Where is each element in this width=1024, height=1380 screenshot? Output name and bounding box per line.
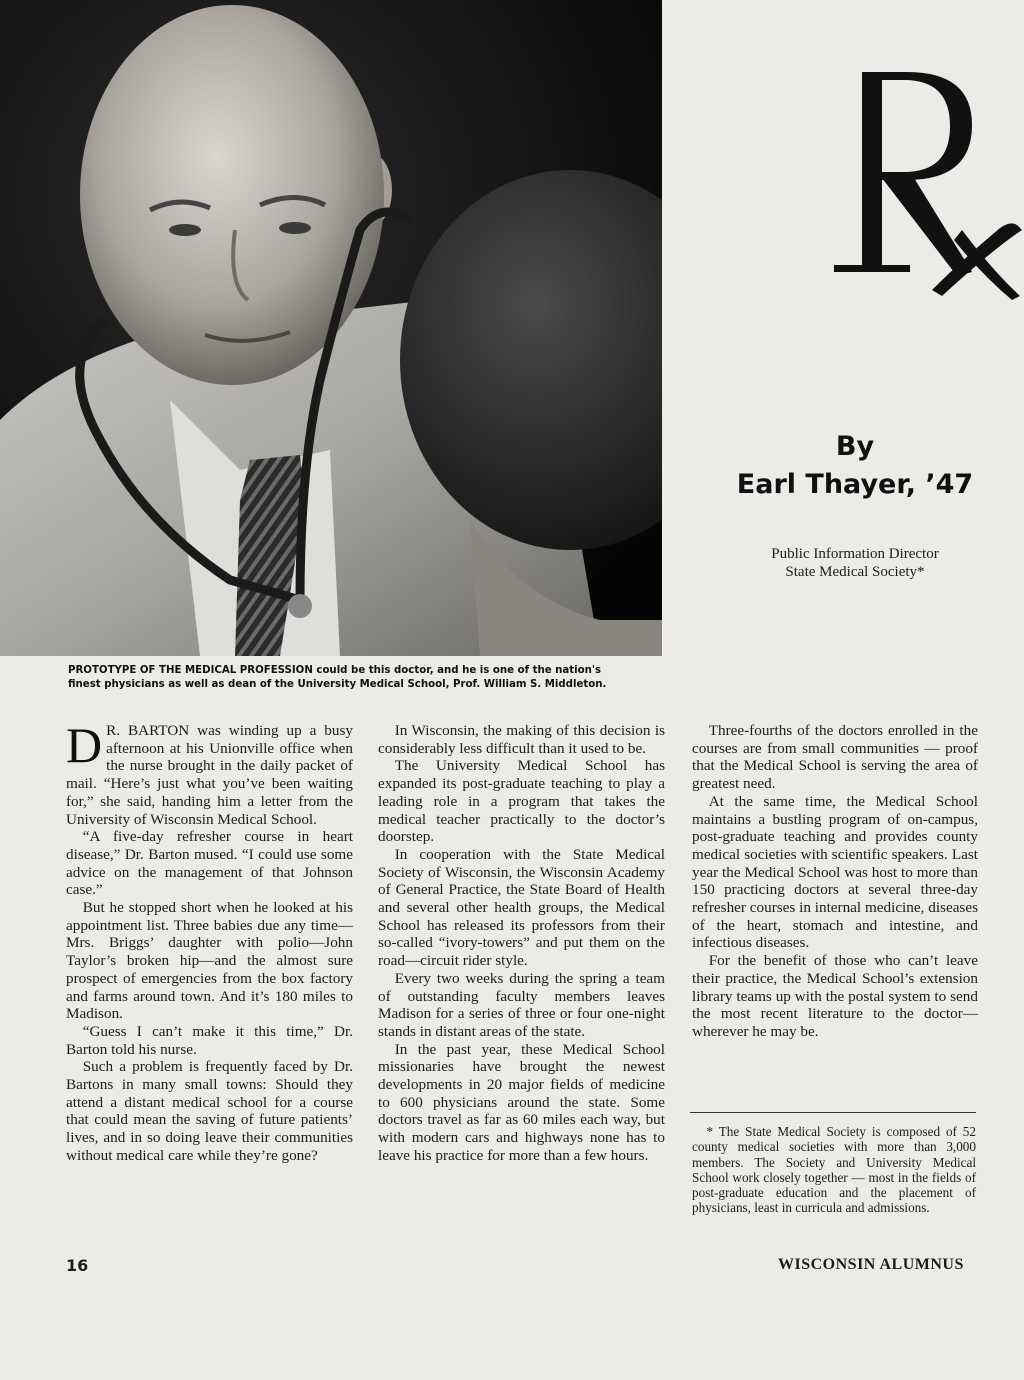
paragraph: Three-fourths of the doctors enrolled in the courses are from small communities — proof that the Medical School is serving the area of greatest need.: [692, 722, 978, 793]
article-column-2: [378, 722, 665, 1165]
publication-name: WISCONSIN ALUMNUS: [778, 1256, 964, 1273]
paragraph: “Guess I can’t make it this time,” Dr. Barton told his nurse.: [66, 1022, 353, 1058]
byline: [690, 428, 1020, 504]
rx-symbol-icon: [822, 40, 1022, 300]
footnote-divider: [690, 1112, 976, 1113]
paragraph: In cooperation with the State Medical Society of Wisconsin, the Wisconsin Academy of General Practice, the State Board of Health and several other health groups, the Medical School has released its professors from their so-called “ivory-towers” and put them on the road—circuit rider style.: [378, 845, 665, 970]
footnote: [692, 1124, 976, 1216]
article-column-1: [66, 717, 353, 1165]
paragraph: The University Medical School has expanded its post-graduate teaching to play a leading role in a program that takes the medical teacher practically to the doctor’s doorstep.: [378, 757, 665, 846]
paragraph: At the same time, the Medical School maintains a bustling program of on-campus, post-graduate teaching and provides county medical societies with scientific speakers. Last year the Medical School was host to more than 150 practicing doctors at several three-day refresher courses in internal medicine, diseases of the heart, stomach and intestine, and infectious diseases.: [692, 792, 978, 952]
by-label: By: [835, 431, 875, 462]
page-number: 16: [66, 1256, 89, 1275]
author-role-line: State Medical Society*: [785, 564, 925, 580]
author-role-line: Public Information Director: [771, 546, 939, 562]
paragraph: In the past year, these Medical School missionaries have brought the newest developments in 20 major fields of medicine to 600 physicians around the state. Some doctors travel as far as 60 miles each way, but with modern cars and highways none has to leave his practice for more than a few hours.: [378, 1040, 665, 1164]
caption-line: finest physicians as well as dean of the University Medical School, Prof. William S. Middleton.: [68, 679, 607, 690]
drop-cap: D: [66, 717, 103, 773]
article-column-3: [692, 722, 978, 1041]
doctor-illustration: [0, 0, 662, 656]
paragraph: For the benefit of those who can’t leave their practice, the Medical School’s extension library teams up with the postal system to send the most recent literature to the doctor—wherever he may be.: [692, 952, 978, 1040]
caption-line: PROTOTYPE OF THE MEDICAL PROFESSION could be this doctor, and he is one of the nation's: [68, 665, 602, 676]
photo-caption: [68, 664, 688, 692]
paragraph: “A five-day refresher course in heart disease,” Dr. Barton mused. “I could use some advice on the management of that Johnson case.”: [66, 828, 353, 899]
paragraph: Every two weeks during the spring a team of outstanding faculty members leaves Madison for a series of three or four one-night stands in distant areas of the state.: [378, 969, 665, 1040]
footnote-text: * The State Medical Society is composed of 52 county medical societies with more than 3,000 members. The Society and University Medical School work closely together — most in the fields of post-graduate education and the placement of physicians, least in curricula and admissions.: [692, 1124, 976, 1216]
paragraph: D R. BARTON was winding up a busy afternoon at his Unionville office when the nurse brought in the daily packet of mail. “Here’s just what you’ve been waiting for,” she said, handing him a letter from the University of Wisconsin Medical School.: [66, 717, 353, 828]
doctor-head: [80, 5, 384, 385]
author-name: Earl Thayer, ’47: [736, 469, 974, 500]
paragraph: But he stopped short when he looked at his appointment list. Three babies due any time—Mrs. Briggs’ daughter with polio—John Taylor’s broken hip—and the almost sure prospect of emergencies from the box factory and farms around town. And it’s 180 miles to Madison.: [66, 899, 353, 1023]
author-role: [690, 545, 1020, 581]
paragraph: In Wisconsin, the making of this decision is considerably less difficult than it used to be.: [378, 722, 665, 757]
doctor-photo: [0, 0, 662, 656]
paragraph: Such a problem is frequently faced by Dr. Bartons in many small towns: Should they attend a distant medical school for a course that could mean the saving of future patients’ lives, and in so doing leave their communities without medical care while they’re gone?: [66, 1058, 353, 1164]
